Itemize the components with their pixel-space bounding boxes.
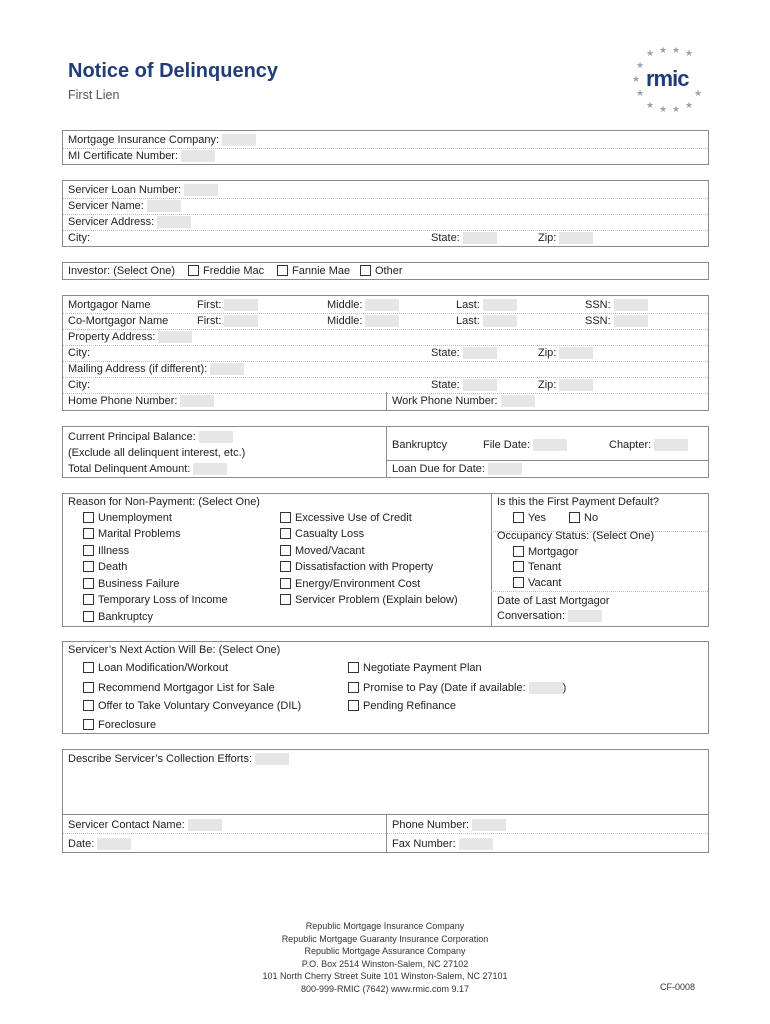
checkbox-icon[interactable] bbox=[83, 611, 94, 622]
reason-option-label: Unemployment bbox=[98, 512, 172, 524]
phone-row bbox=[63, 393, 708, 409]
property-zip-field[interactable] bbox=[559, 347, 593, 359]
investor-fannie[interactable] bbox=[277, 264, 350, 278]
checkbox-icon[interactable] bbox=[280, 561, 291, 572]
footer-line: P.O. Box 2514 Winston-Salem, NC 27102 bbox=[301, 958, 469, 969]
total-delinquent-field[interactable] bbox=[193, 463, 227, 475]
investor-freddie-label: Freddie Mac bbox=[203, 265, 265, 277]
next-action-option[interactable] bbox=[83, 718, 156, 732]
svg-text:★: ★ bbox=[672, 105, 681, 114]
svg-text:★: ★ bbox=[694, 89, 703, 99]
servicer-address-row bbox=[63, 214, 708, 231]
home-phone-field[interactable] bbox=[180, 395, 214, 407]
next-action-option[interactable] bbox=[348, 681, 566, 695]
reason-option[interactable] bbox=[83, 610, 153, 624]
servicer-section bbox=[62, 180, 709, 247]
ssn-label: SSN: bbox=[585, 315, 611, 327]
checkbox-icon[interactable] bbox=[83, 545, 94, 556]
mi-company-label: Mortgage Insurance Company: bbox=[68, 134, 220, 146]
checkbox-icon[interactable] bbox=[513, 546, 524, 557]
reason-option[interactable] bbox=[280, 544, 365, 558]
footer-line: Republic Mortgage Assurance Company bbox=[304, 946, 466, 957]
property-state-label: State: bbox=[431, 347, 460, 359]
contact-phone-label: Phone Number: bbox=[392, 819, 470, 831]
first-label: First: bbox=[197, 315, 222, 327]
footer-line: Republic Mortgage Insurance Company bbox=[305, 921, 465, 931]
svg-text:★: ★ bbox=[685, 101, 694, 111]
occupancy-option[interactable] bbox=[513, 576, 561, 590]
mi-section bbox=[62, 130, 709, 165]
occupancy-option-label: Vacant bbox=[528, 577, 562, 589]
next-action-option-label: Offer to Take Voluntary Conveyance (DIL) bbox=[98, 700, 302, 712]
investor-section bbox=[62, 262, 709, 280]
reason-option-label: Death bbox=[98, 561, 128, 573]
servicer-state-field[interactable] bbox=[463, 232, 497, 244]
total-delinquent-label: Total Delinquent Amount: bbox=[68, 463, 191, 475]
comortgagor-row bbox=[63, 313, 708, 330]
contact-phone-field[interactable] bbox=[472, 819, 506, 831]
servicer-city-row bbox=[63, 230, 708, 246]
servicer-state-label: State: bbox=[431, 232, 460, 244]
occupancy-label: Occupancy Status: (Select One) bbox=[497, 530, 655, 542]
servicer-address-field[interactable] bbox=[157, 216, 191, 228]
promise-date-field[interactable] bbox=[529, 682, 563, 694]
servicer-zip-field[interactable] bbox=[559, 232, 593, 244]
mailing-zip-label: Zip: bbox=[538, 379, 557, 391]
footer-line: 800-999-RMIC (7642) www.rmic.com 9.17 bbox=[300, 983, 470, 994]
svg-text:★: ★ bbox=[646, 49, 655, 59]
file-date-field[interactable] bbox=[533, 439, 567, 451]
next-action-option-label: Foreclosure bbox=[98, 719, 157, 731]
mailing-city-label: City: bbox=[68, 379, 90, 391]
investor-label: Investor: (Select One) bbox=[68, 265, 175, 277]
collection-section bbox=[62, 749, 709, 853]
property-address-field[interactable] bbox=[158, 331, 192, 343]
comortgagor-last-field[interactable] bbox=[483, 315, 517, 327]
close-paren: ) bbox=[562, 682, 567, 694]
checkbox-icon[interactable] bbox=[188, 265, 199, 276]
first-default-no[interactable] bbox=[569, 511, 598, 525]
principal-field[interactable] bbox=[199, 431, 233, 443]
checkbox-icon[interactable] bbox=[569, 512, 580, 523]
page-title: Notice of Delinquency bbox=[68, 60, 279, 82]
next-action-option[interactable] bbox=[83, 699, 301, 713]
reason-option-label: Bankruptcy bbox=[98, 611, 154, 623]
phone-divider bbox=[386, 392, 387, 411]
collection-divider bbox=[386, 814, 387, 852]
next-action-option[interactable] bbox=[348, 699, 456, 713]
reason-option-label: Moved/Vacant bbox=[295, 545, 365, 557]
comortgagor-first-field[interactable] bbox=[224, 315, 258, 327]
checkbox-icon[interactable] bbox=[360, 265, 371, 276]
reason-option[interactable] bbox=[280, 593, 458, 607]
reason-divider bbox=[491, 494, 492, 626]
reason-option-label: Casualty Loss bbox=[295, 528, 365, 540]
reason-option[interactable] bbox=[280, 577, 420, 591]
next-action-option[interactable] bbox=[83, 661, 228, 675]
mi-certificate-field[interactable] bbox=[181, 150, 215, 162]
checkbox-icon[interactable] bbox=[513, 512, 524, 523]
mortgagor-name-label: Mortgagor Name bbox=[68, 299, 151, 311]
reason-option-label: Servicer Problem (Explain below) bbox=[295, 594, 458, 606]
reason-option[interactable] bbox=[280, 527, 364, 541]
reason-option[interactable] bbox=[280, 511, 412, 525]
servicer-name-label: Servicer Name: bbox=[68, 200, 144, 212]
property-address-label: Property Address: bbox=[68, 331, 156, 343]
checkbox-icon[interactable] bbox=[83, 700, 94, 711]
checkbox-icon[interactable] bbox=[83, 512, 94, 523]
middle-label: Middle: bbox=[327, 299, 363, 311]
reason-label: Reason for Non-Payment: (Select One) bbox=[68, 496, 260, 508]
mailing-state-label: State: bbox=[431, 379, 460, 391]
mortgagor-row bbox=[63, 297, 708, 314]
first-label: First: bbox=[197, 299, 222, 311]
checkbox-icon[interactable] bbox=[277, 265, 288, 276]
servicer-loan-row bbox=[63, 182, 708, 199]
loan-due-label: Loan Due for Date: bbox=[392, 463, 485, 475]
page-subtitle: First Lien bbox=[68, 88, 120, 102]
property-zip-label: Zip: bbox=[538, 347, 557, 359]
property-address-row bbox=[63, 329, 708, 346]
reason-option-label: Dissatisfaction with Property bbox=[295, 561, 434, 573]
last-label: Last: bbox=[456, 315, 480, 327]
svg-text:★: ★ bbox=[632, 75, 641, 85]
mi-company-field[interactable] bbox=[222, 134, 256, 146]
reason-option-label: Illness bbox=[98, 545, 130, 557]
last-label: Last: bbox=[456, 299, 480, 311]
checkbox-icon[interactable] bbox=[280, 578, 291, 589]
mailing-address-label: Mailing Address (if different): bbox=[68, 363, 208, 375]
form-code: CF-0008 bbox=[660, 982, 696, 992]
property-city-label: City: bbox=[68, 347, 90, 359]
checkbox-icon[interactable] bbox=[280, 528, 291, 539]
mailing-state-field[interactable] bbox=[463, 379, 497, 391]
contact-name-label: Servicer Contact Name: bbox=[68, 819, 185, 831]
checkbox-icon[interactable] bbox=[83, 682, 94, 693]
mortgagor-ssn-field[interactable] bbox=[614, 299, 648, 311]
checkbox-icon[interactable] bbox=[348, 682, 359, 693]
reason-option[interactable] bbox=[83, 511, 172, 525]
chapter-field[interactable] bbox=[654, 439, 688, 451]
balance-hline bbox=[386, 460, 708, 461]
bankruptcy-label: Bankruptcy bbox=[392, 439, 448, 451]
footer-line: 101 North Cherry Street Suite 101 Winston-Salem, NC 27101 bbox=[262, 971, 508, 982]
middle-label: Middle: bbox=[327, 315, 363, 327]
contact-name-field[interactable] bbox=[188, 819, 222, 831]
property-city-row bbox=[63, 345, 708, 362]
property-state-field[interactable] bbox=[463, 347, 497, 359]
contact-date-field[interactable] bbox=[97, 838, 131, 850]
reason-option[interactable] bbox=[83, 527, 181, 541]
reason-option[interactable] bbox=[83, 593, 228, 607]
next-action-option-label: Pending Refinance bbox=[363, 700, 456, 712]
svg-text:★: ★ bbox=[636, 89, 645, 99]
loan-due-field[interactable] bbox=[488, 463, 522, 475]
checkbox-icon[interactable] bbox=[83, 528, 94, 539]
checkbox-icon[interactable] bbox=[83, 578, 94, 589]
mailing-address-field[interactable] bbox=[210, 363, 244, 375]
next-action-option-label: Loan Modification/Workout bbox=[98, 662, 229, 674]
servicer-name-field[interactable] bbox=[147, 200, 181, 212]
next-action-label: Servicer’s Next Action Will Be: (Select One) bbox=[68, 644, 281, 656]
next-action-option-label: Promise to Pay (Date if available: bbox=[363, 682, 526, 694]
mortgagor-first-field[interactable] bbox=[224, 299, 258, 311]
next-action-option[interactable] bbox=[348, 661, 482, 675]
svg-text:★: ★ bbox=[659, 46, 668, 56]
chapter-label: Chapter: bbox=[609, 439, 652, 451]
first-default-yes[interactable] bbox=[513, 511, 546, 525]
rmic-logo bbox=[632, 46, 704, 114]
servicer-address-label: Servicer Address: bbox=[68, 216, 155, 228]
work-phone-label: Work Phone Number: bbox=[392, 395, 498, 407]
investor-freddie[interactable] bbox=[188, 264, 264, 278]
last-conversation-label: Date of Last Mortgagor bbox=[497, 595, 610, 607]
checkbox-icon[interactable] bbox=[280, 545, 291, 556]
next-action-option-label: Negotiate Payment Plan bbox=[363, 662, 482, 674]
first-default-label: Is this the First Payment Default? bbox=[497, 496, 660, 508]
svg-text:★: ★ bbox=[646, 101, 655, 111]
file-date-label: File Date: bbox=[483, 439, 531, 451]
mortgagor-middle-field[interactable] bbox=[365, 299, 399, 311]
footer-line: Republic Mortgage Guaranty Insurance Corporation bbox=[281, 933, 489, 944]
reason-hline2 bbox=[491, 591, 708, 592]
mortgagor-last-field[interactable] bbox=[483, 299, 517, 311]
occupancy-option[interactable] bbox=[513, 545, 578, 559]
next-action-section bbox=[62, 641, 709, 734]
servicer-loan-field[interactable] bbox=[184, 184, 218, 196]
contact-fax-label: Fax Number: bbox=[392, 838, 456, 850]
svg-text:★: ★ bbox=[672, 46, 681, 56]
checkbox-icon[interactable] bbox=[83, 561, 94, 572]
collection-label: Describe Servicer’s Collection Efforts: bbox=[68, 753, 253, 765]
occupancy-option-label: Tenant bbox=[528, 561, 562, 573]
investor-other[interactable] bbox=[360, 264, 403, 278]
servicer-name-row bbox=[63, 198, 708, 215]
checkbox-icon[interactable] bbox=[513, 577, 524, 588]
mi-certificate-row bbox=[63, 148, 708, 164]
servicer-loan-label: Servicer Loan Number: bbox=[68, 184, 182, 196]
no-label: No bbox=[584, 512, 599, 524]
mi-company-row bbox=[63, 132, 708, 149]
svg-text:★: ★ bbox=[685, 49, 694, 59]
reason-section bbox=[62, 493, 709, 627]
work-phone-field[interactable] bbox=[501, 395, 535, 407]
investor-other-label: Other bbox=[375, 265, 403, 277]
reason-option-label: Business Failure bbox=[98, 578, 180, 590]
reason-option[interactable] bbox=[83, 577, 179, 591]
ssn-label: SSN: bbox=[585, 299, 611, 311]
contact-date-label: Date: bbox=[68, 838, 95, 850]
principal-label: Current Principal Balance: bbox=[68, 431, 196, 443]
next-action-option-label: Recommend Mortgagor List for Sale bbox=[98, 682, 275, 694]
footer-address bbox=[200, 920, 570, 996]
reason-option-label: Temporary Loss of Income bbox=[98, 594, 228, 606]
checkbox-icon[interactable] bbox=[83, 719, 94, 730]
comortgagor-ssn-field[interactable] bbox=[614, 315, 648, 327]
reason-option-label: Energy/Environment Cost bbox=[295, 578, 421, 590]
mailing-address-row bbox=[63, 361, 708, 378]
reason-option-label: Excessive Use of Credit bbox=[295, 512, 412, 524]
reason-option[interactable] bbox=[83, 560, 127, 574]
principal-note: (Exclude all delinquent interest, etc.) bbox=[68, 447, 246, 459]
checkbox-icon[interactable] bbox=[348, 700, 359, 711]
checkbox-icon[interactable] bbox=[280, 512, 291, 523]
occupancy-option-label: Mortgagor bbox=[528, 546, 579, 558]
logo-text: rmic bbox=[646, 66, 689, 91]
checkbox-icon[interactable] bbox=[348, 662, 359, 673]
reason-option-label: Marital Problems bbox=[98, 528, 181, 540]
checkbox-icon[interactable] bbox=[280, 594, 291, 605]
balance-section bbox=[62, 426, 709, 478]
balance-divider bbox=[386, 427, 387, 477]
occupancy-option[interactable] bbox=[513, 560, 561, 574]
home-phone-label: Home Phone Number: bbox=[68, 395, 178, 407]
last-conversation-label-2: Conversation: bbox=[497, 610, 565, 622]
mortgagor-section bbox=[62, 295, 709, 411]
mi-certificate-label: MI Certificate Number: bbox=[68, 150, 179, 162]
svg-text:★: ★ bbox=[659, 105, 668, 114]
checkbox-icon[interactable] bbox=[83, 662, 94, 673]
reason-option[interactable] bbox=[83, 544, 129, 558]
comortgagor-middle-field[interactable] bbox=[365, 315, 399, 327]
collection-field[interactable] bbox=[255, 753, 289, 765]
mailing-zip-field[interactable] bbox=[559, 379, 593, 391]
reason-option[interactable] bbox=[280, 560, 433, 574]
servicer-city-label: City: bbox=[68, 232, 90, 244]
last-conversation-field[interactable] bbox=[568, 610, 602, 622]
servicer-zip-label: Zip: bbox=[538, 232, 557, 244]
next-action-option[interactable] bbox=[83, 681, 275, 695]
investor-fannie-label: Fannie Mae bbox=[292, 265, 351, 277]
svg-text:★: ★ bbox=[636, 61, 645, 71]
contact-fax-field[interactable] bbox=[459, 838, 493, 850]
comortgagor-name-label: Co-Mortgagor Name bbox=[68, 315, 169, 327]
checkbox-icon[interactable] bbox=[83, 594, 94, 605]
yes-label: Yes bbox=[528, 512, 546, 524]
checkbox-icon[interactable] bbox=[513, 561, 524, 572]
